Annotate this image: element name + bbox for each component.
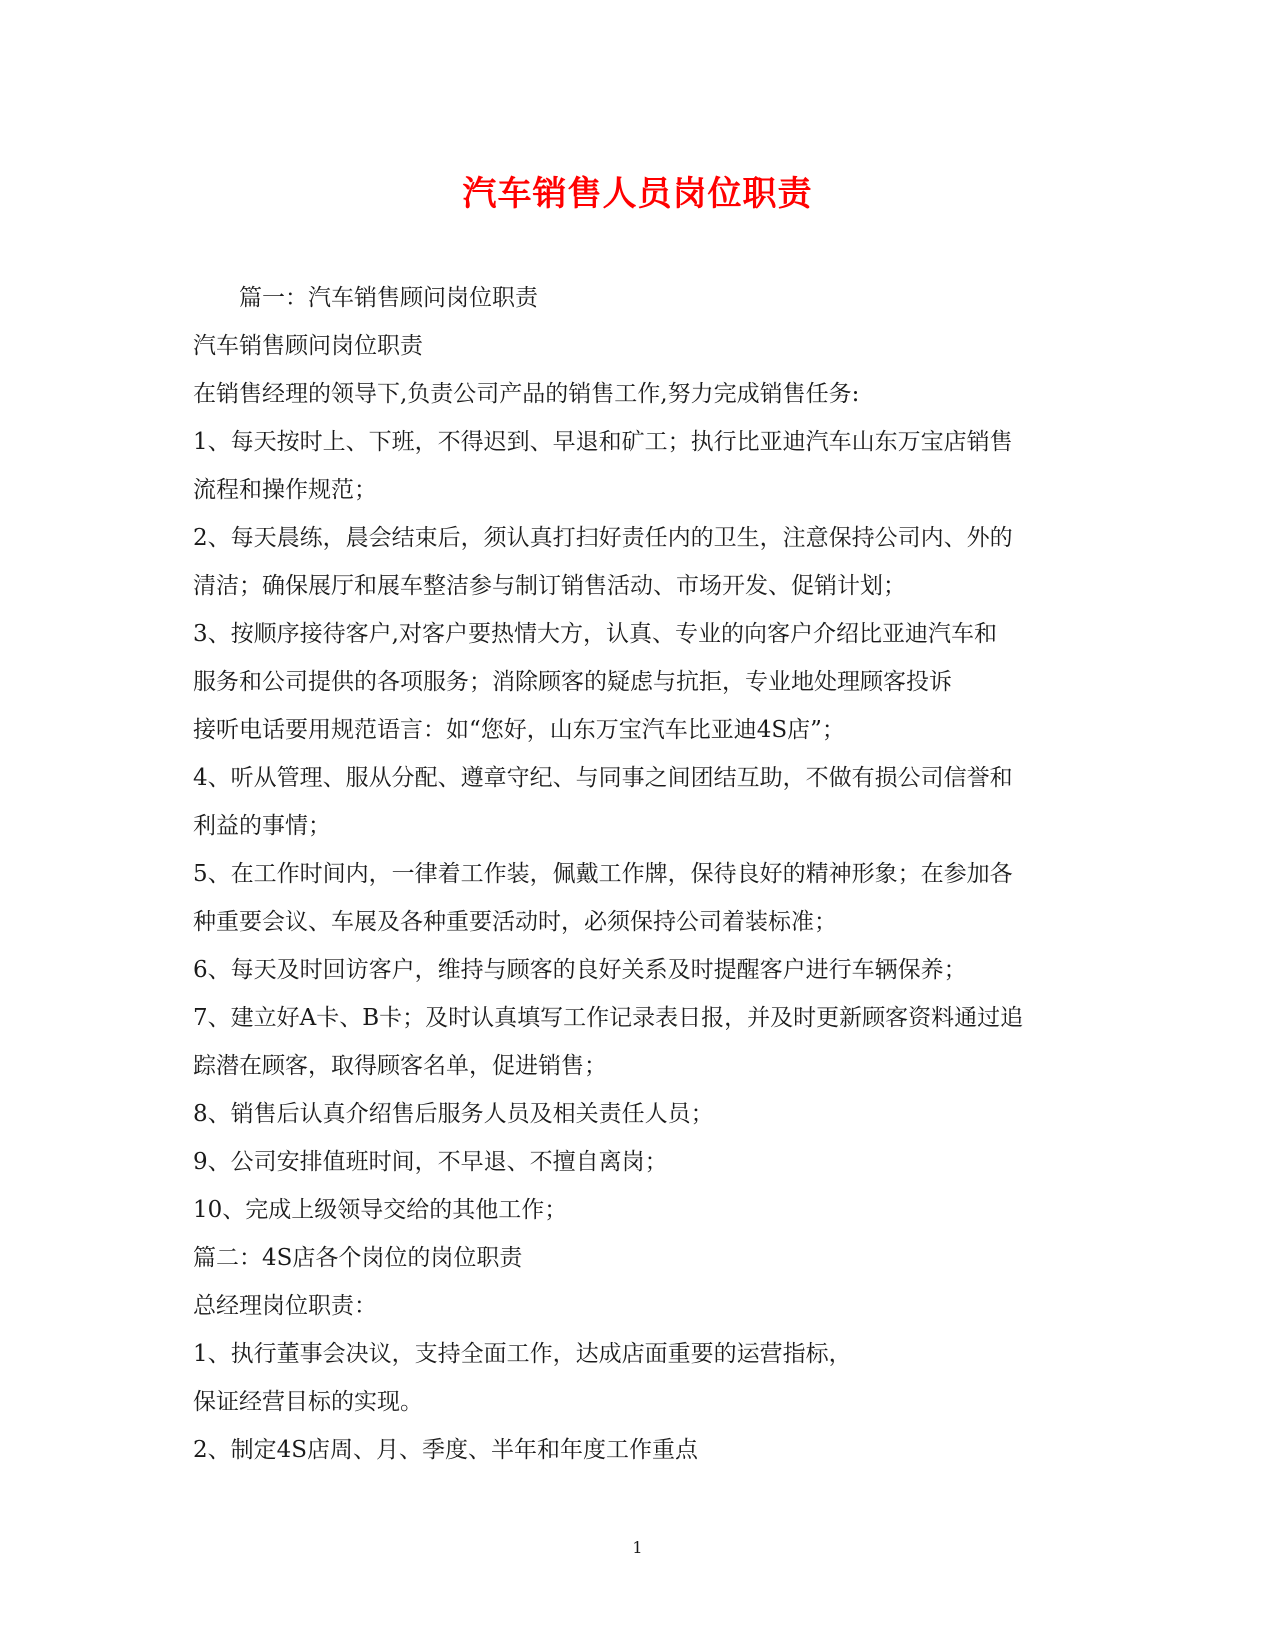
list-item-line: 保证经营目标的实现。 [193, 1389, 423, 1415]
list-item-line: 踪潜在顾客，取得顾客名单，促进销售； [193, 1053, 607, 1079]
list-item-line: 利益的事情； [193, 813, 331, 839]
list-item-line: 4、听从管理、服从分配、遵章守纪、与同事之间团结互助，不做有损公司信誉和 [193, 765, 1013, 791]
list-item-line: 1、每天按时上、下班，不得迟到、早退和矿工；执行比亚迪汽车山东万宝店销售 [193, 429, 1013, 455]
list-item-line: 1、执行董事会决议，支持全面工作，达成店面重要的运营指标， [193, 1341, 852, 1367]
list-item-line: 2、制定4S店周、月、季度、半年和年度工作重点 [193, 1437, 699, 1463]
list-item-line: 流程和操作规范； [193, 477, 377, 503]
section-heading-1: 篇一：汽车销售顾问岗位职责 [239, 285, 538, 311]
document-body [193, 282, 1093, 1482]
list-item-line: 种重要会议、车展及各种重要活动时，必须保持公司着装标准； [193, 909, 837, 935]
section-heading-2: 篇二：4S店各个岗位的岗位职责 [193, 1245, 523, 1271]
document-title: 汽车销售人员岗位职责 [462, 174, 813, 214]
list-item-line: 6、每天及时回访客户，维持与顾客的良好关系及时提醒客户进行车辆保养； [193, 957, 967, 983]
list-item-line: 接听电话要用规范语言：如“您好，山东万宝汽车比亚迪4S店”； [193, 717, 845, 743]
sub-heading: 汽车销售顾问岗位职责 [193, 333, 423, 359]
list-item-line: 7、建立好A卡、B卡；及时认真填写工作记录表日报，并及时更新顾客资料通过追 [193, 1005, 1024, 1031]
list-item-line: 10、完成上级领导交给的其他工作； [193, 1197, 568, 1223]
list-item-line: 清洁；确保展厅和展车整洁参与制订销售活动、市场开发、促销计划； [193, 573, 906, 599]
list-item-line: 服务和公司提供的各项服务；消除顾客的疑虑与抗拒，专业地处理顾客投诉 [193, 669, 952, 695]
paragraph-line: 在销售经理的领导下,负责公司产品的销售工作,努力完成销售任务: [193, 381, 860, 407]
sub-heading: 总经理岗位职责： [193, 1293, 377, 1319]
list-item-line: 5、在工作时间内，一律着工作装，佩戴工作牌，保待良好的精神形象；在参加各 [193, 861, 1013, 887]
list-item-line: 3、按顺序接待客户,对客户要热情大方，认真、专业的向客户介绍比亚迪汽车和 [193, 621, 997, 647]
list-item-line: 9、公司安排值班时间，不早退、不擅自离岗； [193, 1149, 668, 1175]
page-number: 1 [632, 1538, 643, 1557]
list-item-line: 8、销售后认真介绍售后服务人员及相关责任人员； [193, 1101, 714, 1127]
list-item-line: 2、每天晨练，晨会结束后，须认真打扫好责任内的卫生，注意保持公司内、外的 [193, 525, 1013, 551]
